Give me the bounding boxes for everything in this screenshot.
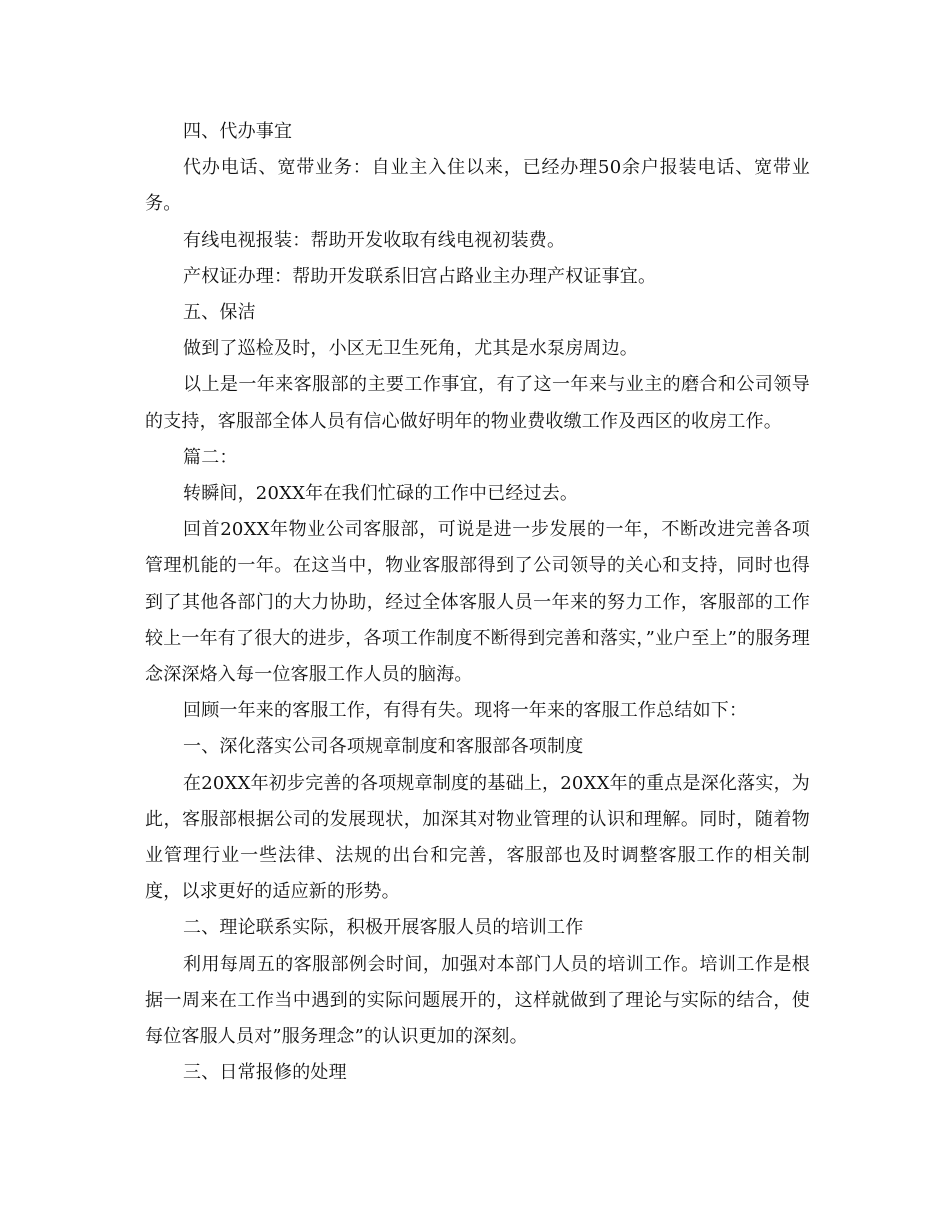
section-heading-agency-matters: 四、代办事宜 [183, 121, 293, 142]
section-heading-regulations: 一、深化落实公司各项规章制度和客服部各项制度 [183, 736, 584, 758]
paragraph-cable-tv: 有线电视报装：帮助开发收取有线电视初装费。 [183, 229, 566, 251]
paragraph-regulations: 在20XX年初步完善的各项规章制度的基础上，20XX年的重点是深化落实，为此，客服部根据公司的发展现状，加深其对物业管理的认识和理解。同时，随着物业管理行业一些法律、法规的出台和完善，客服部也及时调整客服工作的相关制度，以求更好的适应新的形势。 [145, 772, 810, 903]
paragraph-review-intro: 回顾一年来的客服工作，有得有失。现将一年来的客服工作总结如下： [183, 700, 748, 722]
paragraph-phone-broadband: 代办电话、宽带业务：自业主入住以来，已经办理50余户报装电话、宽带业务。 [145, 157, 810, 215]
section-heading-part-two: 篇二： [183, 446, 238, 468]
section-heading-repairs: 三、日常报修的处理 [183, 1062, 347, 1084]
paragraph-looking-back: 回首20XX年物业公司客服部，可说是进一步发展的一年，不断改进完善各项管理机能的一年。在这当中，物业客服部得到了公司领导的关心和支持，同时也得到了其他各部门的大力协助，经过全体客服人员一年来的努力工作，客服部的工作较上一年有了很大的进步，各项工作制度不断得到完善和落实，”业户至上”的服务理念深深烙入每一位客服工作人员的脑海。 [145, 519, 811, 686]
section-heading-cleaning: 五、保洁 [183, 302, 256, 324]
paragraph-property-certificate: 产权证办理：帮助开发联系旧宫占路业主办理产权证事宜。 [183, 265, 657, 287]
section-heading-training: 二、理论联系实际，积极开展客服人员的培训工作 [183, 917, 584, 939]
document-body [145, 114, 810, 1091]
paragraph-year-summary: 以上是一年来客服部的主要工作事宜，有了这一年来与业主的磨合和公司领导的支持，客服部全体人员有信心做好明年的物业费收缴工作及西区的收房工作。 [145, 374, 810, 432]
paragraph-inspection: 做到了巡检及时，小区无卫生死角，尤其是水泵房周边。 [183, 338, 638, 360]
paragraph-year-passed: 转瞬间，20XX年在我们忙碌的工作中已经过去。 [183, 483, 579, 505]
paragraph-training: 利用每周五的客服部例会时间，加强对本部门人员的培训工作。培训工作是根据一周来在工作当中遇到的实际问题展开的，这样就做到了理论与实际的结合，使每位客服人员对”服务理念”的认识更加的深刻。 [145, 953, 810, 1048]
